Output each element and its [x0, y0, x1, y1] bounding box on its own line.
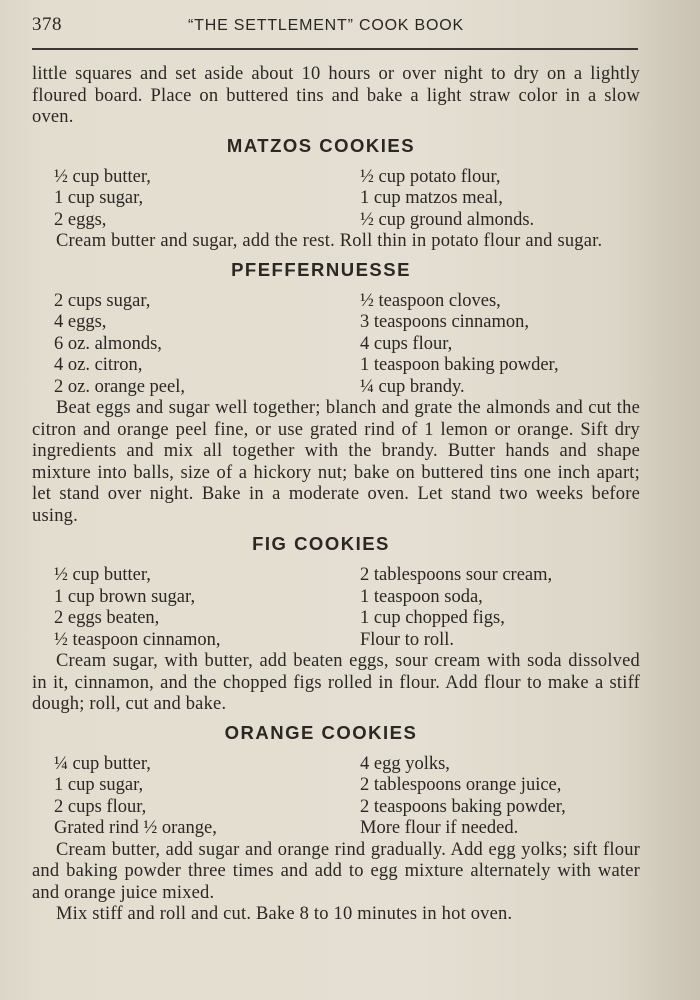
ingredient: 1 cup matzos meal,: [360, 188, 503, 208]
ingredient-column-right: [360, 565, 552, 651]
ingredient: 4 oz. citron,: [54, 355, 143, 375]
recipe-method: Cream sugar, with butter, add beaten eggs, sour cream with soda dissolved in it, cinnamon, and the chopped figs rolled in flour. Add flour to make a stiff dough; roll, cut and bake.: [32, 651, 640, 714]
ingredient: ½ teaspoon cloves,: [360, 290, 501, 311]
recipe-orange-cookies: [32, 722, 640, 926]
ingredient-list: [54, 291, 640, 399]
ingredient: 2 eggs,: [54, 209, 107, 230]
ingredient: 2 oz. orange peel,: [54, 376, 185, 397]
recipe-title: MATZOS COOKIES: [226, 134, 416, 156]
ingredient: 2 tablespoons sour cream,: [360, 565, 553, 585]
recipe-title: PFEFFERNUESSE: [231, 258, 411, 280]
ingredient: 6 oz. almonds,: [54, 333, 162, 354]
running-head: [32, 14, 640, 46]
ingredient: 1 cup sugar,: [54, 775, 144, 795]
ingredient: ½ cup potato flour,: [360, 166, 501, 187]
book-title: “THE SETTLEMENT” COOK BOOK: [188, 17, 464, 34]
ingredient: ½ cup butter,: [54, 565, 151, 585]
ingredient: Grated rind ½ orange,: [54, 818, 217, 838]
ingredient: 1 cup chopped figs,: [360, 608, 505, 628]
ingredient-column-right: [360, 754, 566, 840]
ingredient: 4 cups flour,: [360, 333, 453, 354]
ingredient-column-left: [54, 754, 360, 840]
recipe-method: Cream butter, add sugar and orange rind gradually. Add egg yolks; sift flour and baking powder three times and add to egg mixture alternately with water and orange juice mixed.: [32, 839, 640, 903]
ingredient: 2 teaspoons baking powder,: [360, 796, 566, 817]
recipe-matzos-cookies: [32, 135, 640, 253]
ingredient-column-left: [54, 291, 360, 399]
ingredient-list: [54, 565, 640, 651]
ingredient-list: [54, 754, 640, 840]
recipe-method-final: Mix stiff and roll and cut. Bake 8 to 10 minutes in hot oven.: [56, 904, 513, 924]
recipe-title: ORANGE COOKIES: [224, 721, 418, 743]
ingredient: 1 cup brown sugar,: [54, 586, 196, 607]
page-number: 378: [32, 14, 62, 35]
ingredient: ¼ cup brandy.: [360, 376, 465, 397]
recipe-method: Beat eggs and sugar well together; blanch and grate the almonds and cut the citron and orange peel fine, or use grated rind of 1 lemon or orange. Sift dry ingredients and mix all together with the brandy. Butter hands and shape mixture into balls, size of a hickory nut; bake on buttered tins one inch apart; let stand over night. Bake in a moderate oven. Let stand two weeks before using.: [32, 398, 640, 526]
ingredient: 2 cups flour,: [54, 796, 147, 817]
ingredient: ½ teaspoon cinnamon,: [54, 629, 221, 650]
ingredient: 4 egg yolks,: [360, 753, 450, 774]
ingredient: 1 teaspoon baking powder,: [360, 355, 559, 375]
recipe-fig-cookies: [32, 533, 640, 716]
ingredient: 1 teaspoon soda,: [360, 586, 483, 607]
ingredient: ½ cup ground almonds.: [360, 209, 535, 230]
header-rule: [32, 48, 638, 50]
ingredient: ¼ cup butter,: [54, 753, 151, 774]
ingredient-column-left: [54, 167, 360, 232]
ingredient: Flour to roll.: [360, 629, 455, 650]
ingredient: More flour if needed.: [360, 818, 519, 838]
ingredient: 3 teaspoons cinnamon,: [360, 312, 530, 332]
recipe-title: FIG COOKIES: [252, 533, 390, 554]
recipe-pfeffernuesse: [32, 259, 640, 528]
ingredient: 2 cups sugar,: [54, 290, 151, 311]
ingredient-column-right: [360, 291, 559, 399]
ingredient-column-left: [54, 565, 360, 651]
recipe-method: Cream butter and sugar, add the rest. Roll thin in potato flour and sugar.: [56, 231, 603, 251]
ingredient: 1 cup sugar,: [54, 188, 144, 208]
ingredient-column-right: [360, 167, 534, 232]
ingredient: 4 eggs,: [54, 312, 107, 332]
intro-paragraph: little squares and set aside about 10 hours or over night to dry on a lightly floured board. Place on buttered tins and bake a light straw color in a slow oven.: [32, 64, 640, 127]
ingredient-list: [54, 167, 640, 232]
ingredient: 2 eggs beaten,: [54, 608, 160, 628]
ingredient: ½ cup butter,: [54, 166, 151, 187]
ingredient: 2 tablespoons orange juice,: [360, 775, 562, 795]
